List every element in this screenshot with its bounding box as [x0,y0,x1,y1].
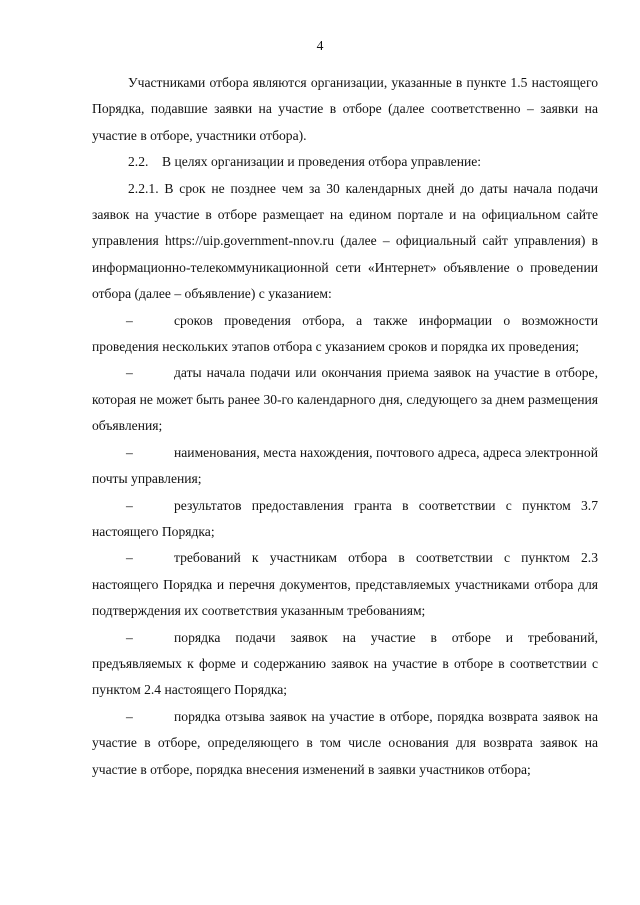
paragraph-2-2: 2.2. В целях организации и проведения отбора управление: [128,154,482,170]
dash-marker: – [126,629,133,645]
list-item-text: требований к участникам отбора в соответствии с пунктом 2.3 настоящего Порядка и перечня документов, представляемых участниками отбора для подтверждения их соответствия указанным требованиям; [92,550,598,619]
list-item-text: порядка отзыва заявок на участие в отборе, порядка возврата заявок на участие в отборе, определяющего в том числе основания для возврата заявок на участие в отборе, порядка внесения изменений в заявки участников отбора; [92,708,598,777]
dash-marker: – [126,708,133,724]
dash-marker: – [126,550,133,566]
paragraph-2-2-1: 2.2.1. В срок не позднее чем за 30 календарных дней до даты начала подачи заявок на участие в отборе размещает на едином портале и на официальном сайте управления https://uip.government-nnov.ru (далее – официальный сайт управления) в информационно-телекоммуникационной сети «Интернет» объявление о проведении отбора (далее – объявление) с указанием: [92,180,598,302]
dash-marker: – [126,365,133,381]
dash-marker: – [126,444,133,460]
dash-marker: – [126,312,133,328]
paragraph-participants: Участниками отбора являются организации, указанные в пункте 1.5 настоящего Порядка, подавшие заявки на участие в отборе (далее соответственно – заявки на участие в отборе, участники отбора). [92,75,598,143]
list-item [92,493,598,546]
list-item-text: сроков проведения отбора, а также информации о возможности проведения нескольких этапов отбора с указанием сроков и порядка их проведения; [92,312,598,355]
list-item [92,625,598,704]
list-item [92,360,598,439]
list-item [92,704,598,783]
list-item [92,440,598,493]
list-item-text: результатов предоставления гранта в соответствии с пунктом 3.7 настоящего Порядка; [92,497,598,539]
list-item-text: наименования, места нахождения, почтового адреса, адреса электронной почты управления; [92,444,598,487]
list-item-text: порядка подачи заявок на участие в отборе и требований, предъявляемых к форме и содержанию заявок на участие в отборе в соответствии с пунктом 2.4 настоящего Порядка; [92,629,598,698]
list-item-text: даты начала подачи или окончания приема заявок на участие в отборе, которая не может быть ранее 30-го календарного дня, следующего за днем размещения объявления; [92,365,598,434]
document-body [92,70,598,783]
dash-marker: – [126,497,133,513]
page-number: 4 [316,38,324,53]
list-item [92,545,598,624]
list-item [92,308,598,361]
